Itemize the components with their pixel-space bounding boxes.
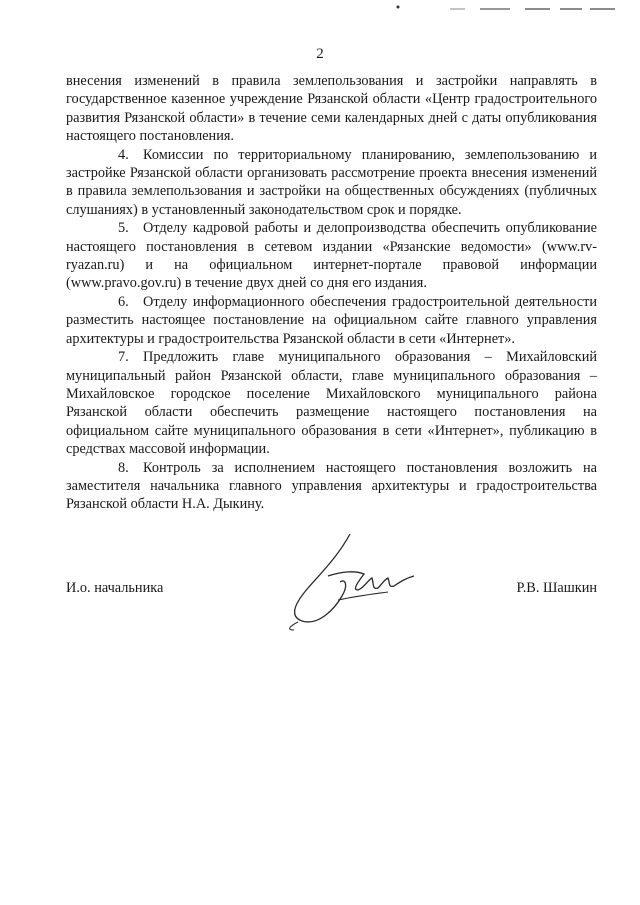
paragraph-item-4: 4. Комиссии по территориальному планированию, землепользованию и застройке Рязанской области организовать рассмотрение проекта внесения изменений в правила землепользования и застройки на общественных обсуждениях (публичных слушаниях) в установленный законодательством срок и порядке. — [66, 146, 597, 218]
page-number: 2 — [316, 46, 324, 62]
paragraph-item-5: 5. Отделу кадровой работы и делопроизводства обеспечить опубликование настоящего постановления в сетевом издании «Рязанские ведомости» (www.rv-ryazan.ru) и на официальном интернет-портале правовой информации (www.pravo.gov.ru) в течение двух дней со дня его издания. — [66, 220, 597, 292]
handwritten-signature — [268, 526, 418, 636]
document-body — [66, 72, 597, 514]
signer-position: И.о. начальника — [66, 580, 164, 596]
paragraph-continuation: внесения изменений в правила землепользования и застройки направлять в государственное казенное учреждение Рязанской области «Центр градостроительного развития Рязанской области» в течение семи календарных дней с даты опубликования настоящего постановления. — [66, 73, 597, 145]
signer-name: Р.В. Шашкин — [516, 580, 597, 596]
scan-artifact-marks — [390, 0, 620, 12]
paragraph-item-7: 7. Предложить главе муниципального образования – Михайловский муниципальный район Рязанской области, главе муниципального образования – Михайловское городское поселение Михайловского муниципального района Рязанской области обеспечить размещение настоящего постановления на официальном сайте муниципального образования в сети «Интернет», публикацию в средствах массовой информации. — [66, 349, 597, 458]
paragraph-item-6: 6. Отделу информационного обеспечения градостроительной деятельности разместить настоящее постановление на официальном сайте главного управления архитектуры и градостроительства Рязанской области в сети «Интернет». — [66, 293, 597, 347]
paragraph-item-8: 8. Контроль за исполнением настоящего постановления возложить на заместителя начальника главного управления архитектуры и градостроительства Рязанской области Н.А. Дыкину. — [66, 459, 597, 513]
